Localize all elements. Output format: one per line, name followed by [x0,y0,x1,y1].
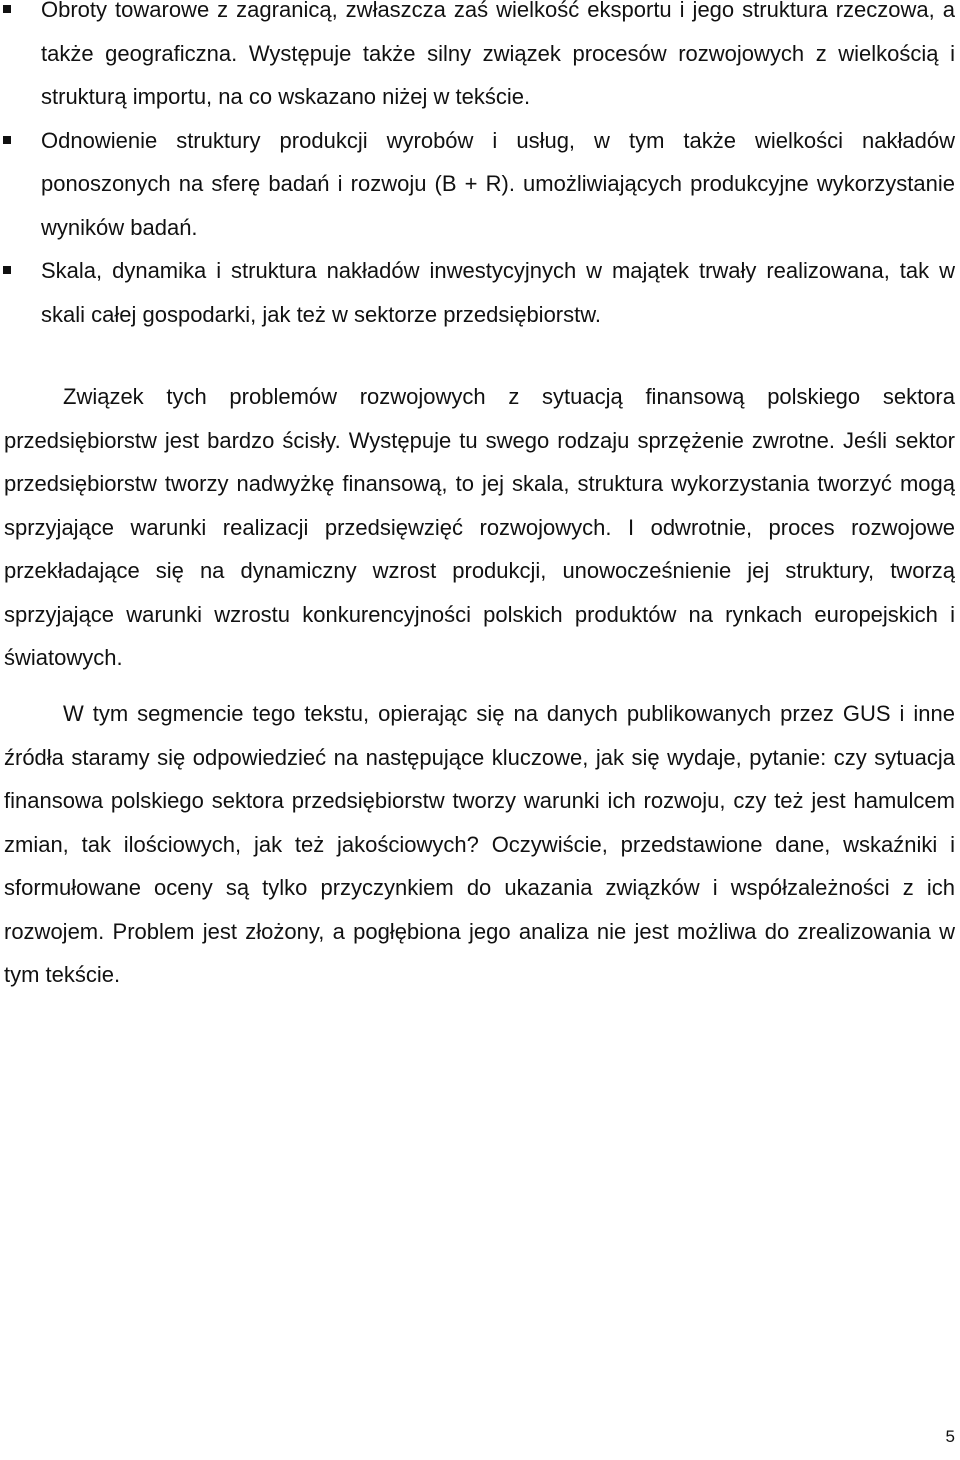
square-bullet-icon [3,266,11,274]
bullet-item [0,119,960,250]
body-paragraph: W tym segmencie tego tekstu, opierając się na danych publikowanych przez GUS i inne źródła staramy się odpowiedzieć na następujące kluczowe, jak się wydaje, pytanie: czy sytuacja finansowa polskiego sektora przedsiębiorstw tworzy warunki ich rozwoju, czy też jest hamulcem zmian, tak ilościowych, jak też jakościowych? Oczywiście, przedstawione dane, wskaźniki i sformułowane oceny są tylko przyczynkiem do ukazania związków i współzależności z ich rozwojem. Problem jest złożony, a pogłębiona jego analiza nie jest możliwa do zrealizowania w tym tekście. [4,701,955,987]
bullet-text: Obroty towarowe z zagranicą, zwłaszcza zaś wielkość eksportu i jego struktura rzeczowa, a także geograficzna. Występuje także silny związek procesów rozwojowych z wielkością i strukturą importu, na co wskazano niżej w tekście. [41,0,955,109]
bullet-list [0,0,960,336]
bullet-item [0,0,960,119]
page-number: 5 [945,1427,955,1446]
square-bullet-icon [3,5,11,13]
bullet-item [0,249,960,336]
body-paragraph: Związek tych problemów rozwojowych z sytuacją finansową polskiego sektora przedsiębiorstw jest bardzo ścisły. Występuje tu swego rodzaju sprzężenie zwrotne. Jeśli sektor przedsiębiorstw tworzy nadwyżkę finansową, to jej skala, struktura wykorzystania tworzyć mogą sprzyjające warunki realizacji przedsięwzięć rozwojowych. I odwrotnie, proces rozwojowe przekładające się na dynamiczny wzrost produkcji, unowocześnienie jej struktury, tworzą sprzyjające warunki wzrostu konkurencyjności polskich produktów na rynkach europejskich i światowych. [4,384,955,670]
square-bullet-icon [3,136,11,144]
bullet-text: Odnowienie struktury produkcji wyrobów i usług, w tym także wielkości nakładów ponoszonych na sferę badań i rozwoju (B + R). umożliwiających produkcyjne wykorzystanie wyników badań. [41,127,955,240]
bullet-text: Skala, dynamika i struktura nakładów inwestycyjnych w majątek trwały realizowana, tak w skali całej gospodarki, jak też w sektorze przedsiębiorstw. [41,258,955,327]
